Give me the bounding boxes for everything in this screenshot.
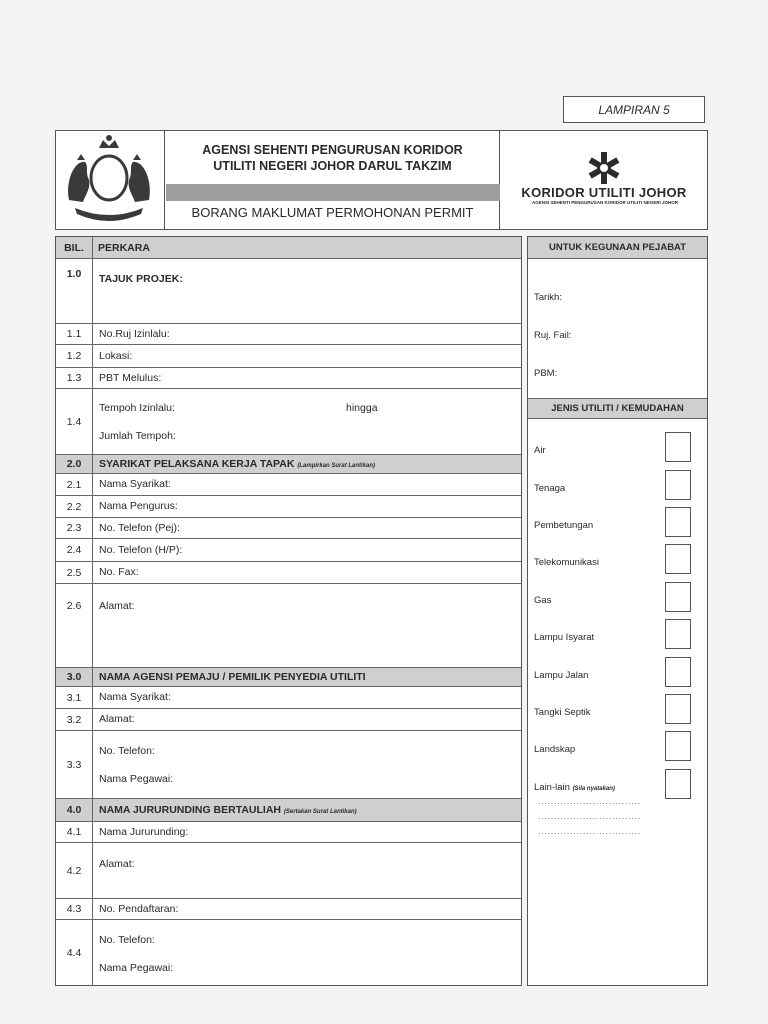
bil-2-5: 2.5 bbox=[56, 562, 93, 583]
utility-label-telekomunikasi: Telekomunikasi bbox=[534, 557, 599, 568]
section-4-note: (Sertakan Surat Lantikan) bbox=[283, 809, 357, 815]
bil-4-1: 4.1 bbox=[56, 822, 93, 842]
checkbox-air[interactable] bbox=[665, 432, 691, 462]
label-1-1: No.Ruj Izinlalu: bbox=[99, 328, 170, 340]
agency-title bbox=[170, 142, 495, 174]
label-4-2: Alamat: bbox=[99, 858, 135, 870]
checkbox-gas[interactable] bbox=[665, 582, 691, 612]
bil-2-4: 2.4 bbox=[56, 539, 93, 561]
label-2-4: No. Telefon (H/P): bbox=[99, 544, 183, 556]
utility-label-tangki-septik: Tangki Septik bbox=[534, 707, 591, 718]
ruj-fail-label: Ruj. Fail: bbox=[534, 330, 572, 341]
utility-label-landskap: Landskap bbox=[534, 744, 576, 755]
form-title: BORANG MAKLUMAT PERMOHONAN PERMIT bbox=[191, 205, 474, 220]
row-2-6[interactable] bbox=[56, 584, 521, 668]
utility-label-gas: Gas bbox=[534, 595, 552, 606]
section-3-header bbox=[56, 668, 521, 687]
checkbox-telekomunikasi[interactable] bbox=[665, 544, 691, 574]
label-3-1: Nama Syarikat: bbox=[99, 691, 171, 703]
bil-4-2: 4.2 bbox=[56, 843, 93, 898]
header-band bbox=[166, 184, 500, 201]
label-3-2: Alamat: bbox=[99, 713, 135, 725]
label-2-3: No. Telefon (Pej): bbox=[99, 522, 180, 534]
col-bil: BIL. bbox=[56, 237, 93, 258]
utility-label-pembetungan: Pembetungan bbox=[534, 520, 594, 531]
main-table bbox=[55, 236, 522, 986]
row-2-4[interactable] bbox=[56, 539, 521, 562]
utility-type-title: JENIS UTILITI / KEMUDAHAN bbox=[528, 398, 707, 419]
label-3-3-pegawai: Nama Pegawai: bbox=[99, 773, 174, 785]
row-4-3[interactable] bbox=[56, 899, 521, 920]
bil-1-4: 1.4 bbox=[56, 389, 93, 454]
row-1-3[interactable] bbox=[56, 368, 521, 389]
row-2-3[interactable] bbox=[56, 518, 521, 539]
brand-subtitle: AGENSI SEHENTI PENGURUSAN KORIDOR UTILITI NEGERI JOHOR bbox=[531, 200, 678, 205]
row-2-2[interactable] bbox=[56, 496, 521, 518]
brand-name: KORIDOR UTILITI JOHOR bbox=[521, 185, 687, 200]
checkbox-lain-lain[interactable] bbox=[665, 769, 691, 799]
tajuk-projek-label: TAJUK PROJEK: bbox=[99, 273, 183, 285]
bil-1-3: 1.3 bbox=[56, 368, 93, 388]
checkbox-pembetungan[interactable] bbox=[665, 507, 691, 537]
row-3-2[interactable] bbox=[56, 709, 521, 731]
section-4-header bbox=[56, 799, 521, 822]
bil-1-0: 1.0 bbox=[56, 259, 93, 323]
section-2-title bbox=[99, 458, 375, 470]
section-2-header bbox=[56, 455, 521, 474]
section-4-title-text: NAMA JURURUNDING BERTAULIAH bbox=[99, 804, 281, 816]
bil-4-0: 4.0 bbox=[56, 799, 93, 821]
agency-title-line1: AGENSI SEHENTI PENGURUSAN KORIDOR bbox=[202, 143, 463, 157]
label-1-4-hingga: hingga bbox=[346, 402, 378, 414]
lampiran-label: LAMPIRAN 5 bbox=[563, 96, 705, 123]
bil-2-6: 2.6 bbox=[56, 584, 93, 667]
label-1-4-jumlah: Jumlah Tempoh: bbox=[99, 430, 176, 442]
utility-label-lampu-jalan: Lampu Jalan bbox=[534, 670, 589, 681]
section-3-title: NAMA AGENSI PEMAJU / PEMILIK PENYEDIA UTILITI bbox=[99, 671, 366, 683]
checkbox-tenaga[interactable] bbox=[665, 470, 691, 500]
tarikh-label: Tarikh: bbox=[534, 292, 562, 303]
label-1-2: Lokasi: bbox=[99, 350, 133, 362]
lain-lain-text: Lain-lain bbox=[534, 782, 570, 793]
row-1-4[interactable] bbox=[56, 389, 521, 455]
lain-lain-line-3[interactable]: ................................ bbox=[538, 827, 642, 836]
state-crest bbox=[55, 130, 165, 230]
bil-1-2: 1.2 bbox=[56, 345, 93, 367]
row-4-1[interactable] bbox=[56, 822, 521, 843]
label-2-2: Nama Pengurus: bbox=[99, 500, 178, 512]
bil-3-1: 3.1 bbox=[56, 687, 93, 708]
section-2-note: (Lampirkan Surat Lantikan) bbox=[297, 463, 376, 469]
label-2-6: Alamat: bbox=[99, 600, 135, 612]
bil-3-2: 3.2 bbox=[56, 709, 93, 730]
row-1-1[interactable] bbox=[56, 324, 521, 345]
lain-lain-note: (Sila nyatakan) bbox=[572, 786, 615, 792]
koridor-star-icon bbox=[500, 130, 708, 190]
utility-label-tenaga: Tenaga bbox=[534, 483, 566, 494]
agency-title-line2: UTILITI NEGERI JOHOR DARUL TAKZIM bbox=[213, 159, 452, 173]
bil-4-4: 4.4 bbox=[56, 920, 93, 986]
koridor-logo bbox=[500, 130, 708, 230]
utility-label-lampu-isyarat: Lampu Isyarat bbox=[534, 632, 595, 643]
lain-lain-line-2[interactable]: ................................ bbox=[538, 812, 642, 821]
checkbox-landskap[interactable] bbox=[665, 731, 691, 761]
row-2-1[interactable] bbox=[56, 474, 521, 496]
bil-4-3: 4.3 bbox=[56, 899, 93, 919]
section-2-title-text: SYARIKAT PELAKSANA KERJA TAPAK bbox=[99, 458, 295, 470]
office-use-title: UNTUK KEGUNAAN PEJABAT bbox=[528, 237, 707, 259]
col-perkara: PERKARA bbox=[98, 242, 150, 254]
bil-2-3: 2.3 bbox=[56, 518, 93, 538]
row-1-2[interactable] bbox=[56, 345, 521, 368]
label-4-3: No. Pendaftaran: bbox=[99, 903, 179, 915]
utility-label-lain-lain bbox=[534, 782, 615, 793]
label-4-4-pegawai: Nama Pegawai: bbox=[99, 962, 174, 974]
lain-lain-line-1[interactable]: ................................ bbox=[538, 797, 642, 806]
row-1-0[interactable] bbox=[56, 259, 521, 324]
row-3-1[interactable] bbox=[56, 687, 521, 709]
checkbox-lampu-isyarat[interactable] bbox=[665, 619, 691, 649]
pbm-label: PBM: bbox=[534, 368, 558, 379]
row-3-3[interactable] bbox=[56, 731, 521, 799]
bil-2-2: 2.2 bbox=[56, 496, 93, 517]
label-4-4-telefon: No. Telefon: bbox=[99, 934, 155, 946]
label-2-1: Nama Syarikat: bbox=[99, 478, 171, 490]
bil-3-0: 3.0 bbox=[56, 668, 93, 686]
checkbox-tangki-septik[interactable] bbox=[665, 694, 691, 724]
bil-2-0: 2.0 bbox=[56, 455, 93, 473]
row-4-4[interactable] bbox=[56, 920, 521, 986]
label-1-4-tempoh: Tempoh Izinlalu: bbox=[99, 402, 175, 414]
checkbox-lampu-jalan[interactable] bbox=[665, 657, 691, 687]
utility-label-air: Air bbox=[534, 445, 546, 456]
bil-1-1: 1.1 bbox=[56, 324, 93, 344]
label-4-1: Nama Jururunding: bbox=[99, 826, 189, 838]
johor-crest-icon bbox=[55, 130, 163, 228]
label-1-3: PBT Melulus: bbox=[99, 372, 162, 384]
label-2-5: No. Fax: bbox=[99, 566, 139, 578]
row-4-2[interactable] bbox=[56, 843, 521, 899]
bil-3-3: 3.3 bbox=[56, 731, 93, 798]
office-use-panel bbox=[527, 236, 708, 986]
table-header-row bbox=[56, 237, 521, 259]
section-4-title bbox=[99, 804, 357, 816]
label-3-3-telefon: No. Telefon: bbox=[99, 745, 155, 757]
bil-2-1: 2.1 bbox=[56, 474, 93, 495]
row-2-5[interactable] bbox=[56, 562, 521, 584]
